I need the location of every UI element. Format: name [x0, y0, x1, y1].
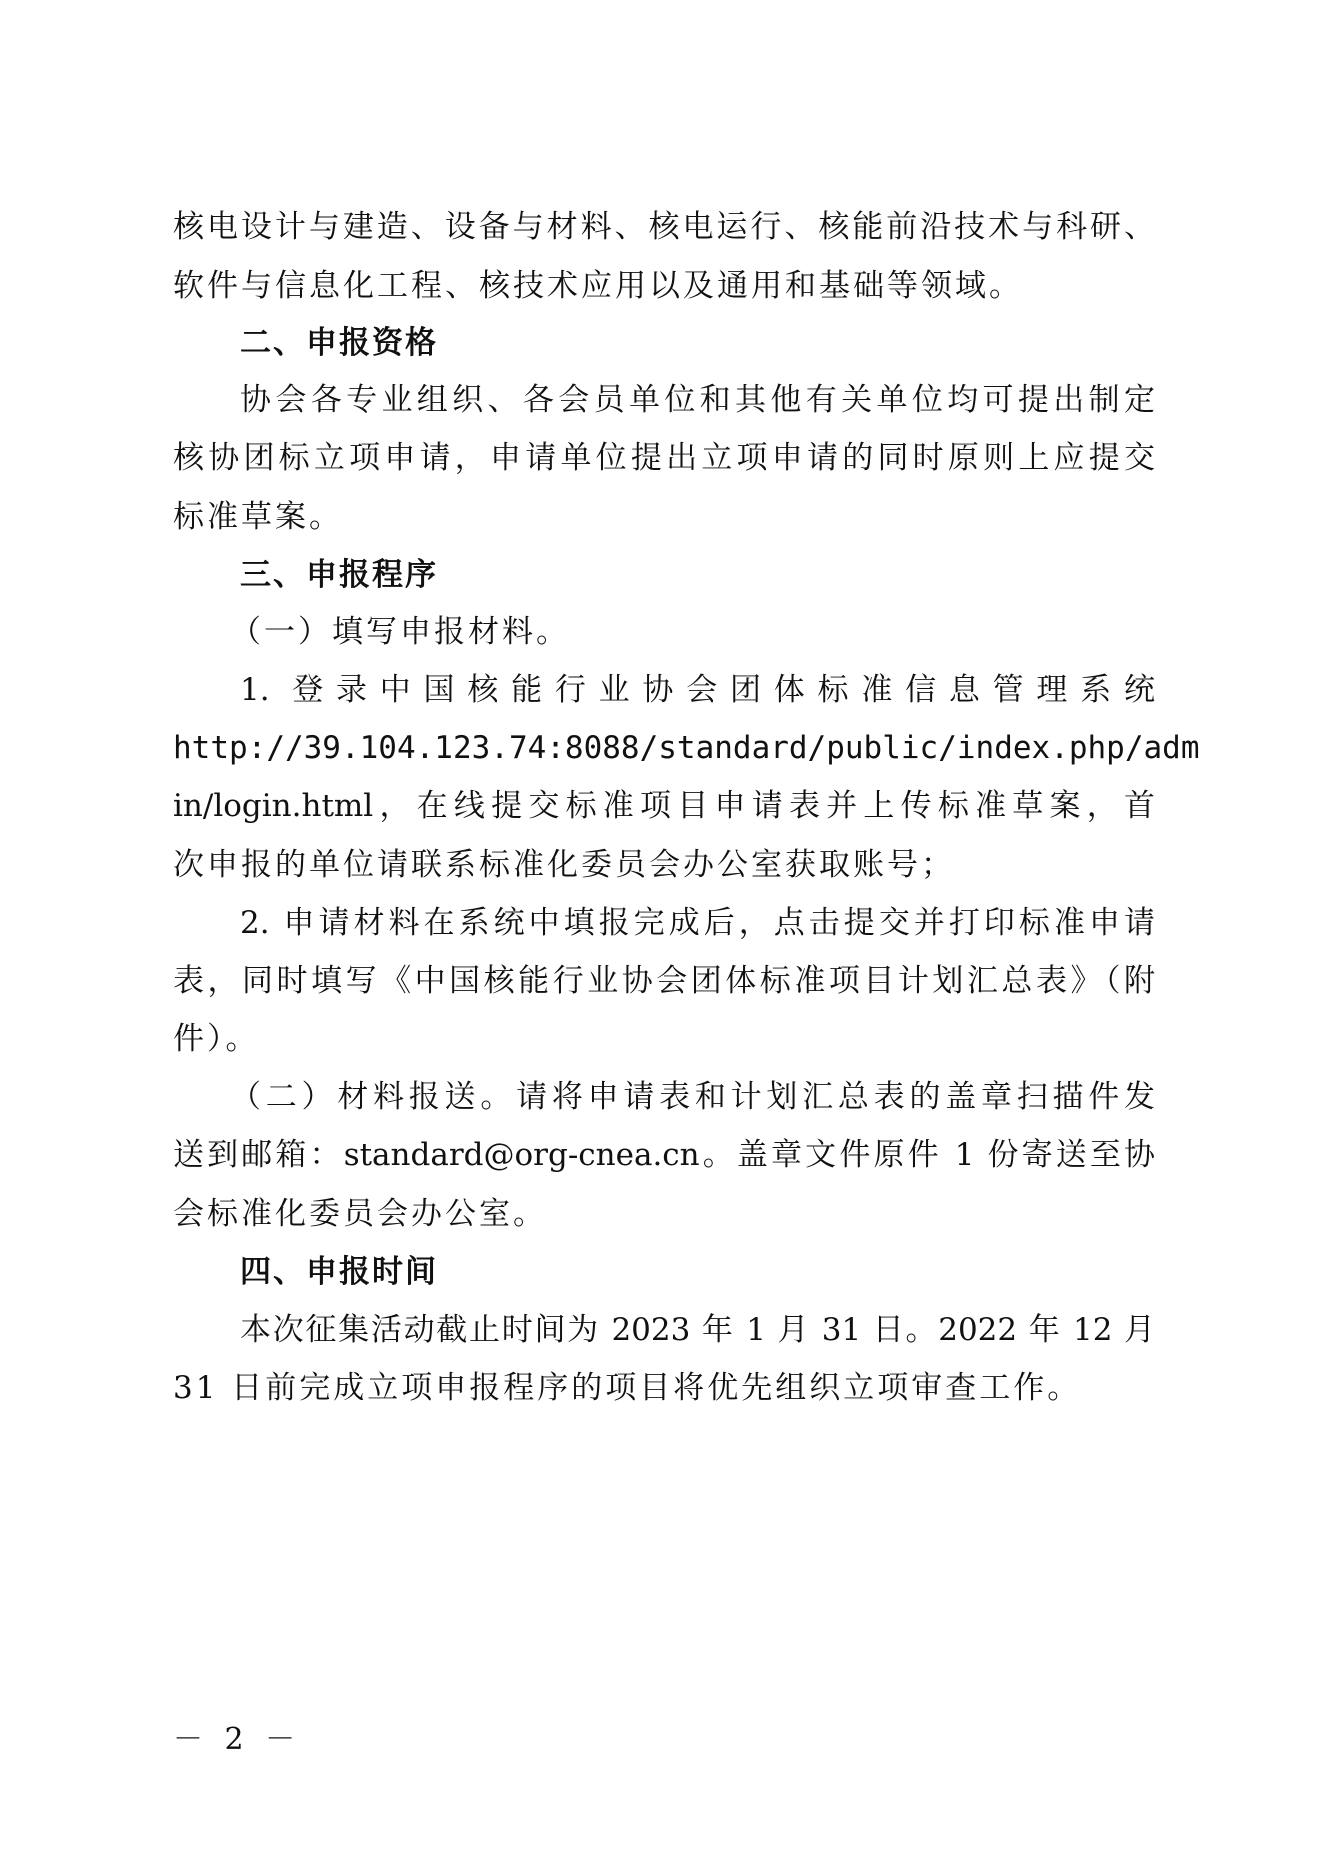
- body-text-line: 次申报的单位请联系标准化委员会办公室获取账号；: [173, 847, 955, 883]
- system-url-line: http://39.104.123.74:8088/standard/public/index.php/adm: [173, 730, 1200, 766]
- body-text-line: 表，同时填写《中国核能行业协会团体标准项目计划汇总表》（附: [173, 963, 1155, 999]
- body-text-line: 核协团标立项申请，申请单位提出立项申请的同时原则上应提交: [173, 440, 1155, 476]
- body-text-line: 协会各专业组织、各会员单位和其他有关单位均可提出制定: [240, 382, 1155, 418]
- body-text-line: 软件与信息化工程、核技术应用以及通用和基础等领域。: [173, 268, 1023, 304]
- body-text-line: 本次征集活动截止时间为 2023 年 1 月 31 日。2022 年 12 月: [240, 1312, 1155, 1348]
- body-text-line: 送到邮箱：standard@org-cnea.cn。盖章文件原件 1 份寄送至协: [173, 1137, 1155, 1173]
- page-number: － 2 －: [173, 1722, 302, 1757]
- section-heading-deadline: 四、申报时间: [240, 1254, 438, 1290]
- subsection-heading-fill-materials: （一）填写申报材料。: [230, 614, 570, 650]
- section-heading-procedure: 三、申报程序: [240, 557, 438, 593]
- body-text-line: 件）。: [173, 1021, 260, 1057]
- body-text-line: in/login.html，在线提交标准项目申请表并上传标准草案，首: [173, 788, 1155, 824]
- body-text-line: 2. 申请材料在系统中填报完成后，点击提交并打印标准申请: [240, 905, 1155, 941]
- body-text-line: 1. 登录中国核能行业协会团体标准信息管理系统: [240, 672, 1155, 708]
- subsection-heading-submit-materials: （二）材料报送。请将申请表和计划汇总表的盖章扫描件发: [230, 1079, 1155, 1115]
- body-text-line: 核电设计与建造、设备与材料、核电运行、核能前沿技术与科研、: [173, 209, 1155, 245]
- body-text-line: 会标准化委员会办公室。: [173, 1196, 547, 1232]
- body-text-line: 31 日前完成立项申报程序的项目将优先组织立项审查工作。: [173, 1370, 1082, 1406]
- section-heading-eligibility: 二、申报资格: [240, 325, 438, 361]
- body-text-line: 标准草案。: [173, 499, 343, 535]
